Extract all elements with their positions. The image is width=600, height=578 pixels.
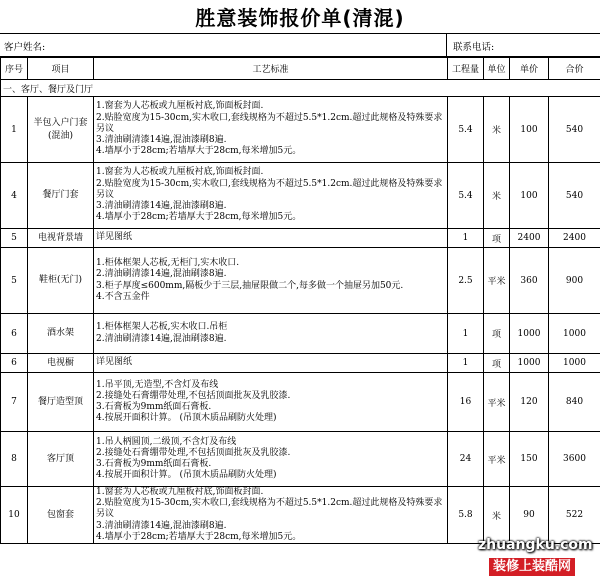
spec-line: 2.接缝处石膏绷带处理,不包括顶面批灰及乳胶漆.	[96, 390, 291, 401]
row-total: 840	[549, 373, 600, 432]
row-total: 540	[549, 163, 600, 229]
row-item: 餐厅门套	[28, 163, 94, 229]
spec-line: 详见图纸	[96, 357, 133, 368]
spec-line: 1.柜体框架人芯板,实木收口.吊柜	[96, 322, 228, 333]
row-total: 2400	[549, 229, 600, 248]
client-name-label: 客户姓名:	[4, 42, 46, 53]
row-spec	[94, 248, 448, 314]
client-info-row	[0, 34, 600, 57]
row-number: 10	[1, 487, 28, 544]
row-qty: 5.8	[448, 487, 484, 544]
row-price: 100	[510, 97, 549, 163]
row-total: 1000	[549, 354, 600, 373]
spec-line: 2.贴脸宽度为15-30cm,实木收口,套线规格为不超过5.5*1.2cm.超过此规格及特殊要求另议	[96, 178, 443, 200]
spec-line: 3.柜子厚度≤600mm,隔板少于三层,抽屉限做二个,每多做一个抽屉另加50元.	[96, 280, 404, 291]
row-item: 鞋柜(无门)	[28, 248, 94, 314]
row-qty: 1	[448, 354, 484, 373]
spec-line: 2.贴脸宽度为15-30cm,实木收口,套线规格为不超过5.5*1.2cm.超过此规格及特殊要求另议	[96, 112, 443, 134]
table-row	[1, 373, 600, 432]
spec-line: 2.接缝处石膏绷带处理,不包括顶面批灰及乳胶漆.	[96, 447, 291, 458]
row-item: 电视背景墙	[28, 229, 94, 248]
title-bar	[0, 0, 600, 34]
spec-line: 4.墙厚小于28cm;若墙厚大于28cm,每米增加5元。	[96, 531, 302, 542]
section-row	[1, 80, 600, 97]
spec-line: 1.窗套为人芯板或九厘板衬底,饰面板封面.	[96, 487, 264, 497]
header-unit: 单位	[484, 58, 510, 80]
spec-line: 4.墙厚小于28cm;若墙厚大于28cm,每米增加5元。	[96, 212, 302, 223]
spec-line: 4.墙厚小于28cm;若墙厚大于28cm,每米增加5元。	[96, 146, 302, 157]
quote-table	[0, 57, 600, 544]
row-number: 8	[1, 432, 28, 487]
row-total: 540	[549, 97, 600, 163]
row-qty: 5.4	[448, 97, 484, 163]
spec-line: 4.按展开面积计算。 (吊顶木质品刷防火处理)	[96, 413, 277, 424]
row-spec	[94, 163, 448, 229]
row-unit: 米	[484, 487, 510, 544]
row-price: 1000	[510, 314, 549, 354]
row-number: 5	[1, 248, 28, 314]
row-unit: 平米	[484, 373, 510, 432]
row-unit: 项	[484, 354, 510, 373]
table-row	[1, 354, 600, 373]
row-spec	[94, 354, 448, 373]
row-unit: 平米	[484, 432, 510, 487]
section-title: 一、客厅、餐厅及门厅	[1, 80, 600, 97]
header-spec: 工艺标准	[94, 58, 448, 80]
spec-line: 2.清油刷清漆14遍,混油刷漆8遍.	[96, 269, 227, 280]
spec-line: 详见图纸	[96, 232, 133, 243]
table-row	[1, 314, 600, 354]
row-price: 1000	[510, 354, 549, 373]
row-unit: 米	[484, 97, 510, 163]
row-number: 6	[1, 354, 28, 373]
table-row	[1, 248, 600, 314]
header-row	[1, 58, 600, 80]
spec-line: 3.清油刷清漆14遍,混油漆刷8遍.	[96, 201, 227, 212]
header-item: 项目	[28, 58, 94, 80]
row-total: 522	[549, 487, 600, 544]
row-spec	[94, 314, 448, 354]
row-total: 1000	[549, 314, 600, 354]
row-qty: 2.5	[448, 248, 484, 314]
spec-line: 1.吊人柄圆顶,二级顶,不含灯及布线	[96, 436, 237, 447]
row-number: 6	[1, 314, 28, 354]
row-item: 半包入户门套(混油)	[28, 97, 94, 163]
spec-line: 3.石膏板为9mm纸面石膏板.	[96, 459, 212, 469]
row-unit: 米	[484, 163, 510, 229]
header-qty: 工程量	[448, 58, 484, 80]
row-price: 90	[510, 487, 549, 544]
page-title: 胜意装饰报价单(清混)	[195, 6, 405, 30]
row-item: 客厅顶	[28, 432, 94, 487]
spec-line: 1.吊平顶,无造型,不含灯及布线	[96, 379, 219, 390]
row-number: 5	[1, 229, 28, 248]
row-number: 1	[1, 97, 28, 163]
row-qty: 24	[448, 432, 484, 487]
row-qty: 1	[448, 229, 484, 248]
row-unit: 平米	[484, 248, 510, 314]
row-qty: 5.4	[448, 163, 484, 229]
spec-line: 3.清油刷清漆14遍,混油漆刷8遍.	[96, 520, 227, 531]
spec-line: 4.不含五金件	[96, 291, 150, 302]
row-item: 酒水架	[28, 314, 94, 354]
row-item: 电视橱	[28, 354, 94, 373]
spec-line: 1.窗套为人芯板或九厘板衬底,饰面板封面.	[96, 101, 264, 112]
row-spec	[94, 97, 448, 163]
row-spec	[94, 229, 448, 248]
spec-line: 2.清油刷清漆14遍,混油刷漆8遍.	[96, 333, 227, 344]
header-no: 序号	[1, 58, 28, 80]
row-item: 包窗套	[28, 487, 94, 544]
spec-line: 3.石膏板为9mm纸面石膏板.	[96, 402, 212, 412]
watermark-url: zhuangku.com	[478, 537, 593, 553]
table-row	[1, 432, 600, 487]
row-price: 120	[510, 373, 549, 432]
row-price: 360	[510, 248, 549, 314]
row-number: 7	[1, 373, 28, 432]
row-unit: 项	[484, 314, 510, 354]
spec-line: 2.贴脸宽度为15-30cm,实木收口,套线规格为不超过5.5*1.2cm.超过此规格及特殊要求另议	[96, 498, 443, 520]
table-row	[1, 487, 600, 544]
client-divider	[446, 34, 447, 57]
watermark-brand: 装修上装酷网	[489, 558, 575, 576]
row-qty: 1	[448, 314, 484, 354]
table-row	[1, 229, 600, 248]
row-spec	[94, 487, 448, 544]
row-number: 4	[1, 163, 28, 229]
client-phone-label: 联系电话:	[453, 42, 495, 53]
row-price: 100	[510, 163, 549, 229]
row-price: 2400	[510, 229, 549, 248]
row-spec	[94, 373, 448, 432]
header-total: 合价	[549, 58, 600, 80]
row-item: 餐厅造型顶	[28, 373, 94, 432]
spec-line: 3.清油刷清漆14遍,混油漆刷8遍.	[96, 135, 227, 146]
table-row	[1, 97, 600, 163]
spec-line: 4.按展开面积计算。 (吊顶木质品刷防火处理)	[96, 470, 277, 481]
spec-line: 1.柜体框架人芯板,无柜门,实木收口.	[96, 258, 240, 269]
row-qty: 16	[448, 373, 484, 432]
row-total: 900	[549, 248, 600, 314]
row-price: 150	[510, 432, 549, 487]
row-unit: 项	[484, 229, 510, 248]
row-total: 3600	[549, 432, 600, 487]
header-price: 单价	[510, 58, 549, 80]
table-row	[1, 163, 600, 229]
spec-line: 1.窗套为人芯板或九厘板衬底,饰面板封面.	[96, 167, 264, 178]
row-spec	[94, 432, 448, 487]
